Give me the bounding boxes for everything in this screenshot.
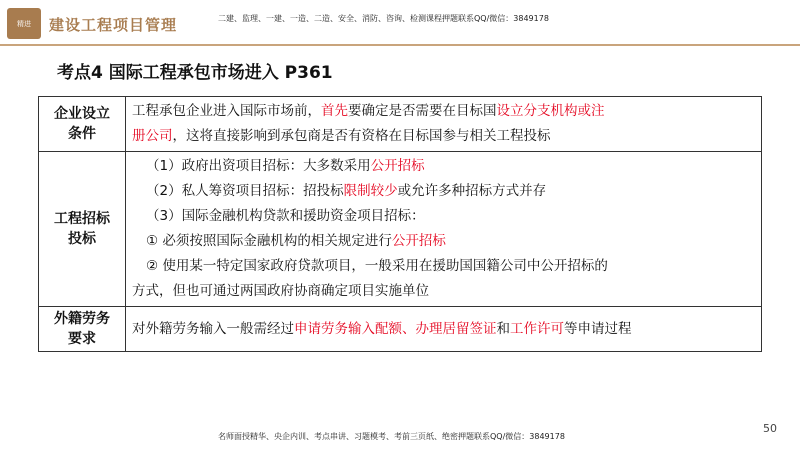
list-item: （3）国际金融机构贷款和援助资金项目招标： [146, 208, 425, 224]
text-line: 册公司，这将直接影响到承包商是否有资格在目标国参与相关工程投标 [132, 128, 551, 144]
highlight-text: 限制较少 [343, 183, 398, 199]
table-row [39, 97, 762, 152]
text-line: 对外籍劳务输入一般需经过申请劳务输入配额、办理居留签证和工作许可等申请过程 [132, 320, 632, 337]
highlight-text: 册公司 [132, 128, 173, 144]
list-item: （2）私人筹资项目招标：招投标限制较少或允许多种招标方式并存 [146, 183, 547, 199]
table-row [39, 152, 762, 307]
row-label: 企业设立 条件 [39, 97, 126, 152]
page-number: 50 [763, 422, 777, 435]
table-row [39, 307, 762, 352]
header-contact-note: 二建、监理、一建、一造、二造、安全、消防、咨询、检测课程押题联系QQ/微信：3849178 [218, 14, 549, 23]
text-line: 工程承包企业进入国际市场前，首先要确定是否需要在目标国设立分支机构或注 [132, 103, 605, 119]
row-content [126, 307, 762, 352]
highlight-text: 公开招标 [391, 233, 446, 249]
highlight-text: 公开招标 [370, 158, 425, 174]
logo [7, 8, 41, 39]
logo-text: 精进 [17, 19, 31, 28]
list-item: ① 必须按照国际金融机构的相关规定进行公开招标 [146, 233, 446, 249]
highlight-text: 设立分支机构或注 [496, 103, 605, 119]
app-title: 建设工程项目管理 [49, 16, 178, 34]
row-content [126, 152, 762, 307]
row-label: 外籍劳务 要求 [39, 307, 126, 352]
highlight-text: 首先 [321, 103, 348, 119]
list-item: ② 使用某一特定国家政府贷款项目，一般采用在援助国国籍公司中公开招标的 [146, 258, 608, 274]
list-item: （1）政府出资项目招标：大多数采用公开招标 [146, 158, 425, 174]
highlight-text: 工作许可 [510, 320, 564, 337]
header-divider [0, 44, 800, 46]
list-item-continuation: 方式，但也可通过两国政府协商确定项目实施单位 [132, 283, 429, 299]
content-table [38, 96, 762, 352]
row-content [126, 97, 762, 152]
highlight-text: 申请劳务输入配额、办理居留签证 [294, 320, 497, 337]
footer-contact-note: 名师面授精华、央企内训、考点串讲、习题模考、考前三页纸、绝密押题联系QQ/微信：3849178 [218, 432, 565, 441]
slide-heading: 考点4 国际工程承包市场进入 P361 [57, 63, 333, 83]
row-label: 工程招标 投标 [39, 152, 126, 307]
